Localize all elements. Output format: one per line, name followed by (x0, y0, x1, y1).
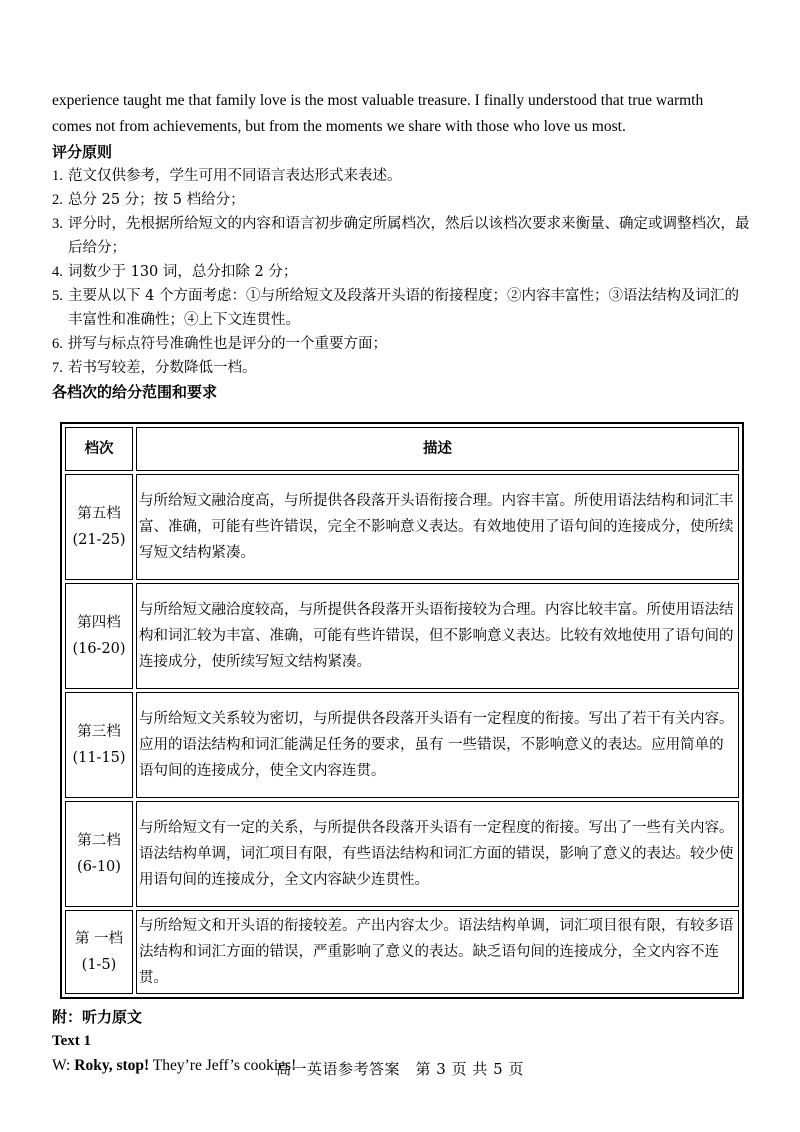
page-footer: 高一英语参考答案 第 3 页 共 5 页 (276, 1060, 524, 1078)
rule-item (52, 332, 752, 356)
appendix-heading: 附：听力原文 (52, 1008, 143, 1026)
level-description: 与所给短文有一定的关系，与所提供各段落开头语有一定程度的衔接。写出了一些有关内容。语法结构单调，词汇项目有限，有些语法结构和词汇方面的错误，影响了意义的表达。较少使用语句间的连接成分，全文内容缺少连贯性。 (136, 801, 739, 907)
level-range: (6-10) (77, 859, 121, 875)
level-name: 第五档 (77, 506, 121, 522)
rule-number: 7. (52, 360, 63, 376)
table-row (65, 474, 739, 580)
rule-text: 拼写与标点符号准确性也是评分的一个重要方面； (68, 336, 387, 352)
rule-text: 若书写较差，分数降低一档。 (68, 360, 257, 376)
rule-text: 范文仅供参考，学生可用不同语言表达形式来表述。 (68, 168, 402, 184)
rule-item (52, 284, 752, 332)
levels-heading: 各档次的给分范围和要求 (52, 383, 218, 401)
table-row (65, 910, 739, 994)
level-name: 第三档 (77, 724, 121, 740)
rule-text: 总分 25 分；按 5 档给分； (68, 192, 245, 208)
dialogue-rest: They’re Jeff’s cookies! (149, 1057, 297, 1074)
rule-number: 2. (52, 192, 63, 208)
rule-number: 1. (52, 168, 63, 184)
level-description: 与所给短文融洽度较高，与所提供各段落开头语衔接较为合理。内容比较丰富。所使用语法结构和词汇较为丰富、准确，可能有些许错误，但不影响意义表达。比较有效地使用了语句间的连接成分，使所续写短文结构紧凑。 (136, 583, 739, 689)
level-name: 第四档 (77, 615, 121, 631)
rule-number: 4. (52, 264, 63, 280)
level-description: 与所给短文融洽度高，与所提供各段落开头语衔接合理。内容丰富。所使用语法结构和词汇丰富、准确，可能有些许错误，完全不影响意义表达。有效地使用了语句间的连接成分，使所续写短文结构紧凑。 (136, 474, 739, 580)
column-header-desc: 描述 (136, 427, 739, 471)
level-name: 第二档 (77, 833, 121, 849)
rule-text: 主要从以下 4 个方面考虑：①与所给短文及段落开头语的衔接程度；②内容丰富性；③语法结构及词汇的丰富性和准确性；④上下文连贯性。 (68, 288, 739, 328)
level-range: (16-20) (72, 641, 126, 657)
column-header-level: 档次 (65, 427, 133, 471)
level-range: (21-25) (72, 532, 126, 548)
rule-text: 评分时，先根据所给短文的内容和语言初步确定所属档次，然后以该档次要求来衡量、确定或调整档次，最后给分； (68, 216, 750, 256)
scoring-heading: 评分原则 (52, 143, 113, 161)
document-page (52, 88, 752, 1079)
level-cell (65, 474, 133, 580)
dialogue-bold: Roky, stop! (74, 1057, 150, 1074)
table-row (65, 801, 739, 907)
level-range: (1-5) (81, 957, 117, 973)
rule-item (52, 212, 752, 260)
level-description: 与所给短文和开头语的衔接较差。产出内容太少。语法结构单调，词汇项目很有限，有较多语法结构和词汇方面的错误，严重影响了意义的表达。缺乏语句间的连接成分，全文内容不连贯。 (136, 910, 739, 994)
speaker-label: W: (52, 1057, 71, 1074)
intro-line-1: experience taught me that family love is the most valuable treasure. I finally understood that true warmth (52, 92, 704, 109)
levels-table (60, 422, 744, 999)
intro-line-2: comes not from achievements, but from the moments we share with those who love us most. (52, 118, 626, 135)
level-description: 与所给短文关系较为密切，与所提供各段落开头语有一定程度的衔接。写出了若干有关内容。应用的语法结构和词汇能满足任务的要求，虽有 一些错误，不影响意义的表达。应用简单的语句间的连接成分，使全文内容连贯。 (136, 692, 739, 798)
level-name: 第 一档 (74, 931, 124, 947)
table-row (65, 583, 739, 689)
level-range: (11-15) (72, 750, 126, 766)
level-cell (65, 583, 133, 689)
table-row (65, 692, 739, 798)
rule-item (52, 164, 752, 188)
rule-item (52, 188, 752, 212)
rule-number: 6. (52, 336, 63, 352)
rule-item (52, 356, 752, 380)
level-cell (65, 801, 133, 907)
text-label: Text 1 (52, 1033, 92, 1049)
rule-item (52, 260, 752, 284)
level-cell (65, 692, 133, 798)
scoring-rules-list (52, 164, 752, 380)
rule-number: 3. (52, 216, 63, 232)
rule-number: 5. (52, 288, 63, 304)
rule-text: 词数少于 130 词，总分扣除 2 分； (68, 264, 298, 280)
level-cell (65, 910, 133, 994)
